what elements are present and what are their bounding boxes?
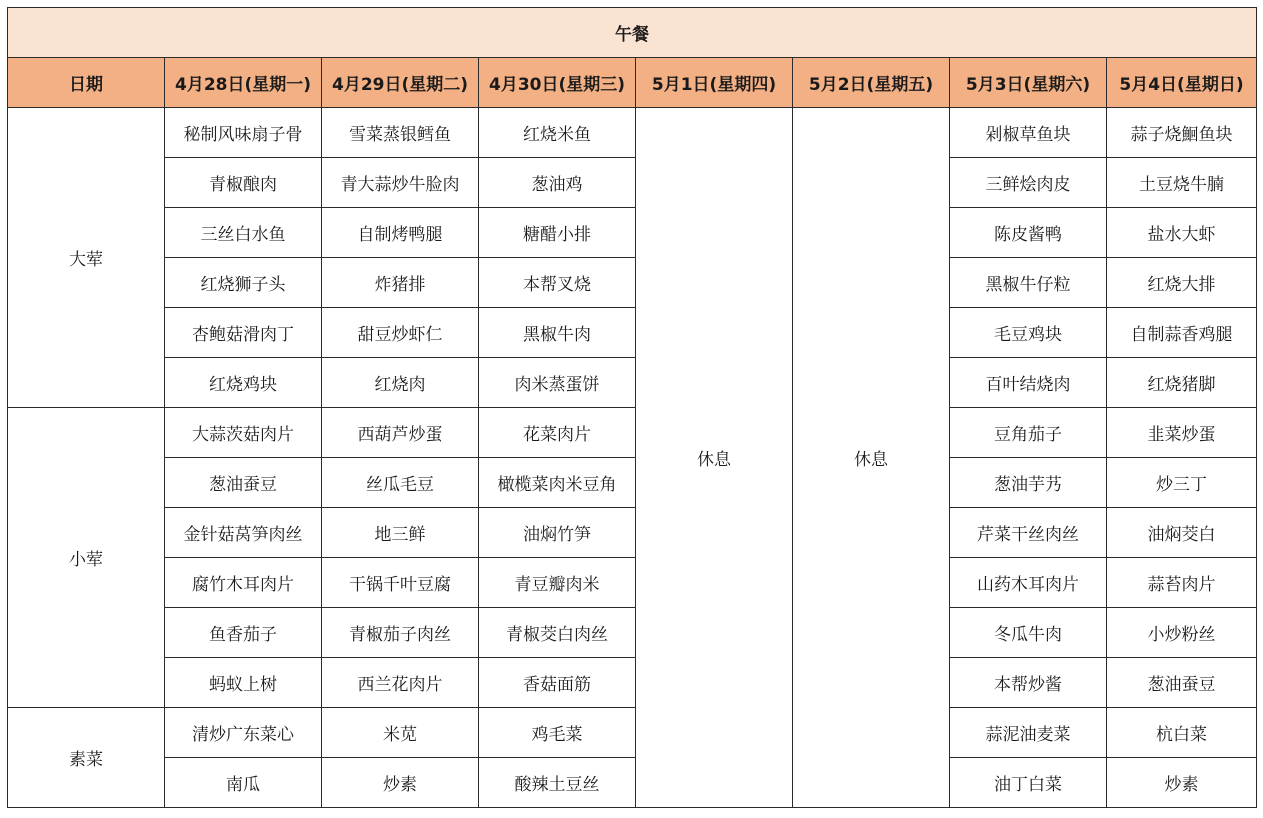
dish-cell: 红烧狮子头 xyxy=(165,258,322,308)
dish-cell: 鱼香茄子 xyxy=(165,608,322,658)
date-column-header: 日期 xyxy=(8,58,165,108)
day-header: 5月2日(星期五) xyxy=(793,58,950,108)
dish-cell: 盐水大虾 xyxy=(1107,208,1257,258)
dish-cell: 土豆烧牛腩 xyxy=(1107,158,1257,208)
dish-cell: 糖醋小排 xyxy=(479,208,636,258)
dish-cell: 西葫芦炒蛋 xyxy=(322,408,479,458)
dish-cell: 黑椒牛肉 xyxy=(479,308,636,358)
dish-cell: 红烧鸡块 xyxy=(165,358,322,408)
dish-cell: 杏鲍菇滑肉丁 xyxy=(165,308,322,358)
dish-cell: 炒素 xyxy=(1107,758,1257,808)
dish-cell: 炸猪排 xyxy=(322,258,479,308)
dish-cell: 甜豆炒虾仁 xyxy=(322,308,479,358)
dish-cell: 自制蒜香鸡腿 xyxy=(1107,308,1257,358)
dish-cell: 地三鲜 xyxy=(322,508,479,558)
dish-cell: 花菜肉片 xyxy=(479,408,636,458)
dish-cell: 油丁白菜 xyxy=(950,758,1107,808)
dish-cell: 香菇面筋 xyxy=(479,658,636,708)
day-header: 4月29日(星期二) xyxy=(322,58,479,108)
dish-cell: 蚂蚁上树 xyxy=(165,658,322,708)
dish-cell: 大蒜茨菇肉片 xyxy=(165,408,322,458)
dish-cell: 酸辣土豆丝 xyxy=(479,758,636,808)
dish-cell: 秘制风味扇子骨 xyxy=(165,108,322,158)
menu-row xyxy=(8,458,1257,508)
rest-day-cell: 休息 xyxy=(636,108,793,808)
dish-cell: 清炒广东菜心 xyxy=(165,708,322,758)
dish-cell: 豆角茄子 xyxy=(950,408,1107,458)
dish-cell: 葱油蚕豆 xyxy=(1107,658,1257,708)
day-header: 5月3日(星期六) xyxy=(950,58,1107,108)
dish-cell: 油焖茭白 xyxy=(1107,508,1257,558)
rest-day-cell: 休息 xyxy=(793,108,950,808)
dish-cell: 橄榄菜肉米豆角 xyxy=(479,458,636,508)
lunch-menu-table xyxy=(7,7,1257,808)
category-label: 素菜 xyxy=(8,708,165,808)
dish-cell: 红烧肉 xyxy=(322,358,479,408)
dish-cell: 红烧米鱼 xyxy=(479,108,636,158)
dish-cell: 雪菜蒸银鳕鱼 xyxy=(322,108,479,158)
menu-row xyxy=(8,608,1257,658)
dish-cell: 本帮炒酱 xyxy=(950,658,1107,708)
dish-cell: 葱油芋艿 xyxy=(950,458,1107,508)
day-header: 4月30日(星期三) xyxy=(479,58,636,108)
menu-row xyxy=(8,308,1257,358)
dish-cell: 百叶结烧肉 xyxy=(950,358,1107,408)
dish-cell: 剁椒草鱼块 xyxy=(950,108,1107,158)
dish-cell: 韭菜炒蛋 xyxy=(1107,408,1257,458)
dish-cell: 红烧猪脚 xyxy=(1107,358,1257,408)
dish-cell: 葱油蚕豆 xyxy=(165,458,322,508)
dish-cell: 陈皮酱鸭 xyxy=(950,208,1107,258)
dish-cell: 青椒酿肉 xyxy=(165,158,322,208)
dish-cell: 蒜苔肉片 xyxy=(1107,558,1257,608)
menu-row xyxy=(8,358,1257,408)
day-header: 5月4日(星期日) xyxy=(1107,58,1257,108)
dish-cell: 鸡毛菜 xyxy=(479,708,636,758)
dish-cell: 丝瓜毛豆 xyxy=(322,458,479,508)
dish-cell: 青椒茭白肉丝 xyxy=(479,608,636,658)
menu-row xyxy=(8,158,1257,208)
category-label: 大荤 xyxy=(8,108,165,408)
dish-cell: 蒜子烧鮰鱼块 xyxy=(1107,108,1257,158)
menu-row xyxy=(8,108,1257,158)
menu-body xyxy=(8,108,1257,808)
menu-row xyxy=(8,208,1257,258)
header-row xyxy=(8,58,1257,108)
dish-cell: 小炒粉丝 xyxy=(1107,608,1257,658)
dish-cell: 南瓜 xyxy=(165,758,322,808)
dish-cell: 蒜泥油麦菜 xyxy=(950,708,1107,758)
dish-cell: 油焖竹笋 xyxy=(479,508,636,558)
menu-row xyxy=(8,708,1257,758)
dish-cell: 炒三丁 xyxy=(1107,458,1257,508)
dish-cell: 杭白菜 xyxy=(1107,708,1257,758)
menu-row xyxy=(8,258,1257,308)
dish-cell: 腐竹木耳肉片 xyxy=(165,558,322,608)
title-row xyxy=(8,8,1257,58)
dish-cell: 西兰花肉片 xyxy=(322,658,479,708)
dish-cell: 红烧大排 xyxy=(1107,258,1257,308)
dish-cell: 冬瓜牛肉 xyxy=(950,608,1107,658)
dish-cell: 葱油鸡 xyxy=(479,158,636,208)
dish-cell: 三鲜烩肉皮 xyxy=(950,158,1107,208)
menu-row xyxy=(8,658,1257,708)
dish-cell: 青椒茄子肉丝 xyxy=(322,608,479,658)
dish-cell: 青豆瓣肉米 xyxy=(479,558,636,608)
dish-cell: 金针菇莴笋肉丝 xyxy=(165,508,322,558)
menu-row xyxy=(8,408,1257,458)
menu-row xyxy=(8,508,1257,558)
dish-cell: 芹菜干丝肉丝 xyxy=(950,508,1107,558)
dish-cell: 炒素 xyxy=(322,758,479,808)
dish-cell: 自制烤鸭腿 xyxy=(322,208,479,258)
dish-cell: 干锅千叶豆腐 xyxy=(322,558,479,608)
day-header: 4月28日(星期一) xyxy=(165,58,322,108)
dish-cell: 肉米蒸蛋饼 xyxy=(479,358,636,408)
dish-cell: 三丝白水鱼 xyxy=(165,208,322,258)
menu-row xyxy=(8,758,1257,808)
day-header: 5月1日(星期四) xyxy=(636,58,793,108)
dish-cell: 山药木耳肉片 xyxy=(950,558,1107,608)
dish-cell: 黑椒牛仔粒 xyxy=(950,258,1107,308)
dish-cell: 毛豆鸡块 xyxy=(950,308,1107,358)
menu-row xyxy=(8,558,1257,608)
dish-cell: 青大蒜炒牛脸肉 xyxy=(322,158,479,208)
menu-title: 午餐 xyxy=(8,8,1257,58)
category-label: 小荤 xyxy=(8,408,165,708)
dish-cell: 本帮叉烧 xyxy=(479,258,636,308)
dish-cell: 米苋 xyxy=(322,708,479,758)
